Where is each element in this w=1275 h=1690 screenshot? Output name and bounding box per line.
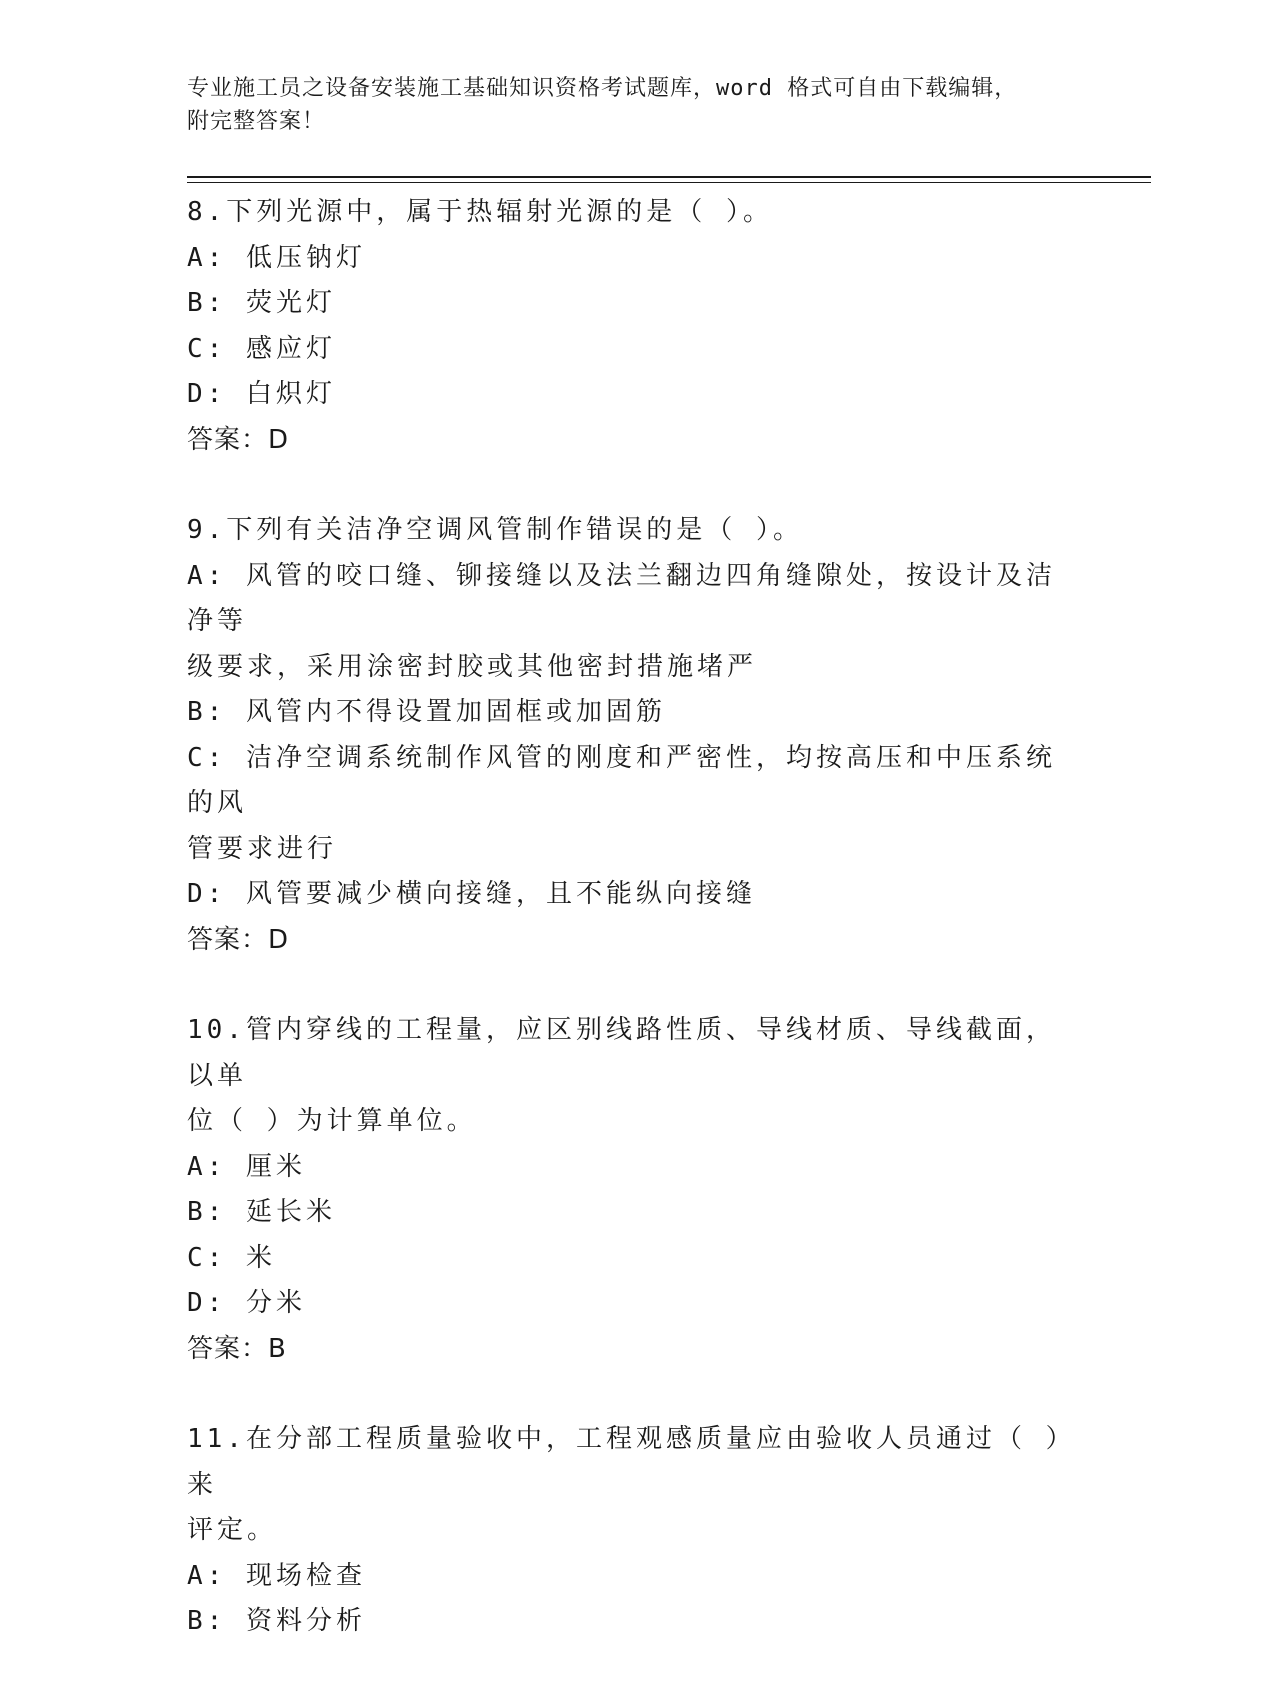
option-c: C: 米 xyxy=(187,1242,276,1273)
question-stem: 11.在分部工程质量验收中，工程观感质量应由验收人员通过（ ）来 xyxy=(187,1424,1063,1500)
header-divider-thin xyxy=(187,182,1151,183)
header-divider-thick xyxy=(187,176,1151,178)
option-a-continued: 级要求，采用涂密封胶或其他密封措施堵严 xyxy=(187,651,758,682)
option-a: A: 风管的咬口缝、铆接缝以及法兰翻边四角缝隙处，按设计及洁净等 xyxy=(187,560,1056,636)
option-d: D: 白炽灯 xyxy=(187,379,336,409)
question-10 xyxy=(187,1008,1067,1372)
answer-label: 答案：D xyxy=(187,424,290,455)
question-stem-continued: 评定。 xyxy=(187,1515,278,1545)
question-9 xyxy=(187,508,1067,963)
option-a: A: 现场检查 xyxy=(187,1560,366,1591)
option-a: A: 低压钠灯 xyxy=(187,242,366,273)
option-b: B: 资料分析 xyxy=(187,1606,366,1636)
question-stem: 8.下列光源中，属于热辐射光源的是（ ）。 xyxy=(187,197,773,227)
option-c: C: 洁净空调系统制作风管的刚度和严密性，均按高压和中压系统的风 xyxy=(187,742,1056,818)
option-a: A: 厘米 xyxy=(187,1151,306,1182)
header-line-1: 专业施工员之设备安装施工基础知识资格考试题库，word 格式可自由下载编辑， xyxy=(187,76,1018,101)
question-8 xyxy=(187,190,1067,463)
question-stem-continued: 位（ ）为计算单位。 xyxy=(187,1106,477,1136)
option-b: B: 延长米 xyxy=(187,1197,336,1227)
question-11 xyxy=(187,1417,1067,1645)
option-b: B: 风管内不得设置加固框或加固筋 xyxy=(187,697,666,727)
option-c: C: 感应灯 xyxy=(187,333,336,364)
option-d: D: 风管要减少横向接缝，且不能纵向接缝 xyxy=(187,879,756,909)
option-d: D: 分米 xyxy=(187,1288,306,1318)
question-list xyxy=(187,190,1067,1690)
answer-label: 答案：D xyxy=(187,924,290,955)
question-stem: 9.下列有关洁净空调风管制作错误的是（ ）。 xyxy=(187,515,803,545)
answer-label: 答案：B xyxy=(187,1333,287,1364)
question-stem: 10.管内穿线的工程量，应区别线路性质、导线材质、导线截面，以单 xyxy=(187,1015,1056,1091)
header-line-2: 附完整答案！ xyxy=(187,109,326,134)
option-c-continued: 管要求进行 xyxy=(187,833,338,864)
document-header xyxy=(187,72,1067,138)
option-b: B: 荧光灯 xyxy=(187,288,336,318)
